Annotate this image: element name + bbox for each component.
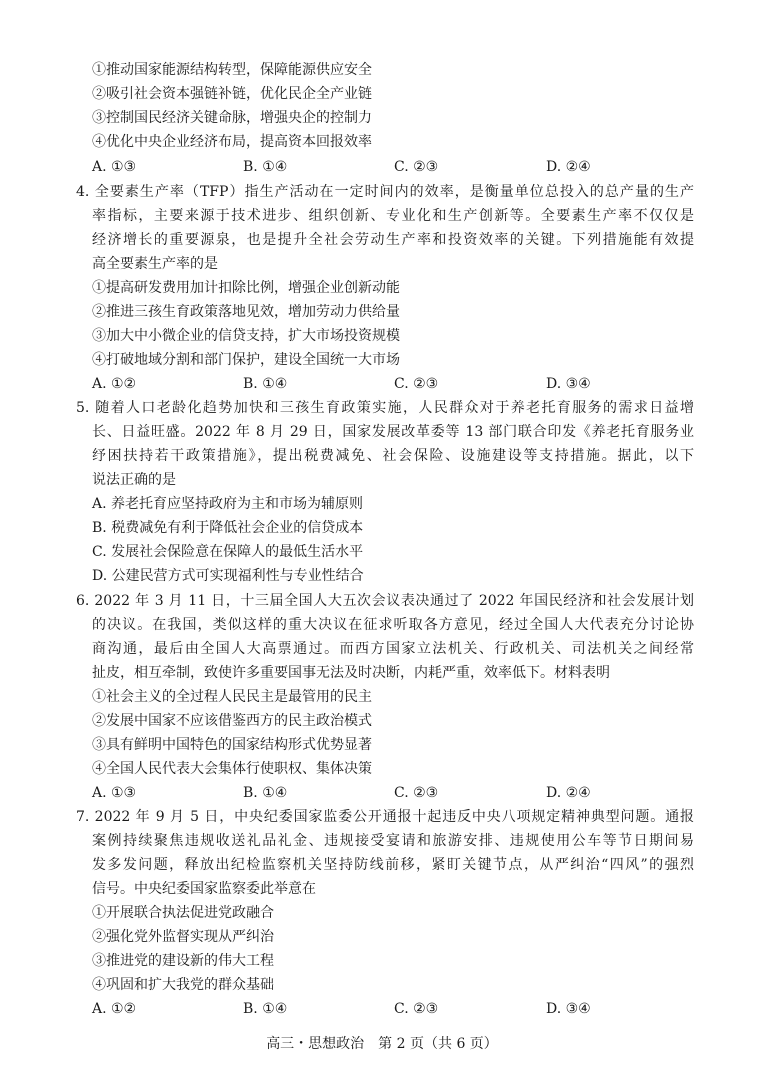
q5-choice-c: C. 发展社会保险意在保障人的最低生活水平 <box>92 544 364 560</box>
q6-item-3: ③具有鲜明中国特色的国家结构形式优势显著 <box>92 737 372 753</box>
q5-choice-d: D. 公建民营方式可实现福利性与专业性结合 <box>92 568 364 584</box>
q3-option-c: C. ②③ <box>394 159 439 175</box>
q7-stem-line-3: 发多发问题，释放出纪检监察机关坚持防线前移，紧盯关键节点，从严纠治“四风”的强烈 <box>92 857 694 873</box>
q7-stem-line-1: 7. 2022 年 9 月 5 日，中央纪委国家监委公开通报十起违反中央八项规定精神典型问题。通报 <box>76 809 694 825</box>
q4-option-a: A. ①② <box>92 376 137 392</box>
q4-stem-line-4: 高全要素生产率的是 <box>92 256 218 272</box>
q7-item-3: ③推进党的建设新的伟大工程 <box>92 953 274 969</box>
q6-stem-line-3: 商沟通，最后由全国人大高票通过。而西方国家立法机关、行政机关、司法机关之间经常 <box>92 641 694 657</box>
q3-option-a: A. ①③ <box>92 159 137 175</box>
q4-stem-line-1: 4. 全要素生产率（TFP）指生产活动在一定时间内的效率，是衡量单位总投入的总产量的生产 <box>76 184 694 200</box>
q6-stem-line-2: 的决议。在我国，类似这样的重大决议在征求听取各方意见，经过全国人大代表充分讨论协 <box>92 617 694 633</box>
q4-item-3: ③加大中小微企业的信贷支持，扩大市场投资规模 <box>92 328 400 344</box>
q7-option-a: A. ①② <box>92 1001 137 1017</box>
q3-item-2: ②吸引社会资本强链补链，优化民企全产业链 <box>92 86 372 102</box>
q6-stem-line-1: 6. 2022 年 3 月 11 日，十三届全国人大五次会议表决通过了 2022 年国民经济和社会发展计划 <box>76 593 694 609</box>
q3-item-4: ④优化中央企业经济布局，提高资本回报效率 <box>92 134 372 150</box>
q4-item-4: ④打破地域分割和部门保护，建设全国统一大市场 <box>92 352 400 368</box>
q6-item-4: ④全国人民代表大会集体行使职权、集体决策 <box>92 761 372 777</box>
q4-option-b: B. ①④ <box>243 376 288 392</box>
q7-item-4: ④巩固和扩大我党的群众基础 <box>92 977 274 993</box>
q6-item-2: ②发展中国家不应该借鉴西方的民主政治模式 <box>92 713 372 729</box>
q6-option-d: D. ②④ <box>546 785 591 801</box>
q4-stem-line-2: 率指标，主要来源于技术进步、组织创新、专业化和生产创新等。全要素生产率不仅仅是 <box>92 208 694 224</box>
q5-stem-line-1: 5. 随着人口老龄化趋势加快和三孩生育政策实施，人民群众对于养老托育服务的需求日益增 <box>76 400 694 416</box>
q5-stem-line-3: 纾困扶持若干政策措施》，提出税费减免、社会保险、设施建设等支持措施。据此，以下 <box>92 448 694 464</box>
q7-item-1: ①开展联合执法促进党政融合 <box>92 905 274 921</box>
q3-option-d: D. ②④ <box>546 159 591 175</box>
q5-choice-a: A. 养老托育应坚持政府为主和市场为辅原则 <box>92 496 364 512</box>
q6-stem-line-4: 扯皮，相互牵制，致使许多重要国事无法及时决断，内耗严重，效率低下。材料表明 <box>92 665 610 681</box>
q7-option-c: C. ②③ <box>394 1001 439 1017</box>
q5-stem-line-4: 说法正确的是 <box>92 472 176 488</box>
q4-item-1: ①提高研发费用加计扣除比例，增强企业创新动能 <box>92 280 400 296</box>
q3-option-b: B. ①④ <box>243 159 288 175</box>
q7-option-b: B. ①④ <box>243 1001 288 1017</box>
q3-item-3: ③控制国民经济关键命脉，增强央企的控制力 <box>92 110 372 126</box>
q7-stem-line-2: 案例持续聚焦违规收送礼品礼金、违规接受宴请和旅游安排、违规使用公车等节日期间易 <box>92 833 694 849</box>
q7-stem-line-4: 信号。中央纪委国家监察委此举意在 <box>92 881 316 897</box>
q7-item-2: ②强化党外监督实现从严纠治 <box>92 929 274 945</box>
q4-stem-line-3: 经济增长的重要源泉，也是提升全社会劳动生产率和投资效率的关键。下列措施能有效提 <box>92 232 694 248</box>
q7-option-d: D. ③④ <box>546 1001 591 1017</box>
q3-item-1: ①推动国家能源结构转型，保障能源供应安全 <box>92 62 372 78</box>
q6-item-1: ①社会主义的全过程人民民主是最管用的民主 <box>92 689 372 705</box>
q5-choice-b: B. 税费减免有利于降低社会企业的信贷成本 <box>92 520 364 536</box>
page-footer: 高三・思想政治 第 2 页（共 6 页） <box>266 1036 498 1052</box>
q4-option-d: D. ③④ <box>546 376 591 392</box>
q6-option-c: C. ②③ <box>394 785 439 801</box>
q6-option-a: A. ①③ <box>92 785 137 801</box>
q4-item-2: ②推进三孩生育政策落地见效，增加劳动力供给量 <box>92 304 400 320</box>
q6-option-b: B. ①④ <box>243 785 288 801</box>
q5-stem-line-2: 长、日益旺盛。2022 年 8 月 29 日，国家发展改革委等 13 部门联合印发《养老托育服务业 <box>92 424 694 440</box>
q4-option-c: C. ②③ <box>394 376 439 392</box>
